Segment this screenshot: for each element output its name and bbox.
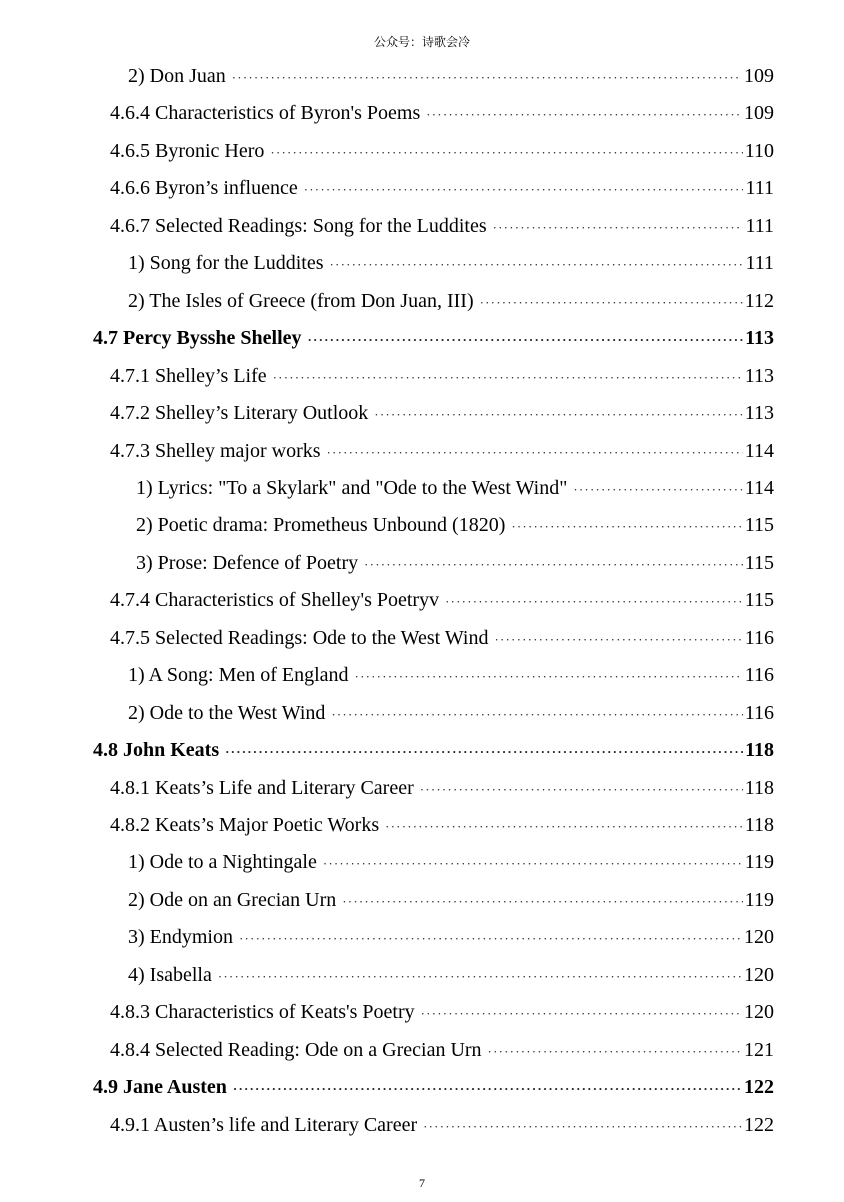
toc-section-entry[interactable] (93, 736, 774, 764)
toc-leader-dots (480, 289, 743, 317)
toc-leader-dots (270, 139, 742, 167)
toc-leader-dots (355, 663, 743, 691)
toc-entry-title: 2) Don Juan (128, 65, 226, 87)
toc-entry-page: 115 (744, 589, 774, 612)
toc-entry-page: 115 (744, 551, 774, 574)
toc-leader-dots (239, 925, 742, 953)
toc-entry-title: 4.9.1 Austen’s life and Literary Career (110, 1113, 418, 1136)
toc-entry[interactable] (128, 848, 774, 876)
toc-leader-dots (218, 963, 742, 991)
toc-entry[interactable] (110, 137, 774, 165)
toc-entry-page: 113 (745, 327, 774, 350)
toc-entry-title: 2) The Isles of Greece (from Don Juan, III) (128, 289, 474, 312)
toc-entry-title: 2) Ode to the West Wind (128, 701, 326, 724)
toc-entry-title: 4.7.4 Characteristics of Shelley's Poetryv (110, 589, 440, 612)
toc-entry-page: 111 (745, 177, 774, 200)
toc-entry[interactable] (128, 886, 774, 914)
toc-leader-dots (331, 701, 742, 729)
toc-entry-page: 116 (744, 701, 774, 724)
toc-entry-page: 111 (745, 252, 774, 275)
toc-leader-dots (573, 476, 742, 504)
toc-entry[interactable] (128, 961, 774, 989)
toc-entry-title: 3) Endymion (128, 926, 233, 949)
toc-entry[interactable] (128, 699, 774, 727)
toc-entry-title: 1) Ode to a Nightingale (128, 851, 317, 874)
toc-entry[interactable] (110, 174, 774, 202)
toc-entry[interactable] (110, 99, 774, 127)
toc-entry-page: 120 (744, 963, 774, 986)
toc-leader-dots (233, 1075, 742, 1103)
toc-entry-title: 3) Prose: Defence of Poetry (136, 551, 359, 574)
toc-entry-page: 109 (744, 102, 774, 125)
toc-entry-page: 114 (744, 476, 774, 499)
toc-entry-page: 118 (744, 814, 774, 836)
toc-entry-page: 121 (744, 1038, 774, 1061)
toc-entry[interactable] (110, 774, 774, 802)
toc-leader-dots (364, 551, 743, 579)
toc-entry-title: 4.8.3 Characteristics of Keats's Poetry (110, 1001, 415, 1024)
toc-entry[interactable] (128, 923, 774, 951)
toc-entry-page: 114 (744, 439, 774, 462)
toc-leader-dots (493, 214, 744, 242)
toc-entry-title: 4.8.2 Keats’s Major Poetic Works (110, 814, 380, 836)
toc-leader-dots (304, 176, 744, 204)
toc-entry-page: 109 (744, 65, 774, 87)
toc-entry[interactable] (110, 399, 774, 427)
toc-entry-title: 4.8 John Keats (93, 739, 220, 762)
toc-entry-page: 119 (744, 888, 774, 911)
toc-entry-title: 1) Song for the Luddites (128, 252, 324, 275)
toc-entry-title: 1) A Song: Men of England (128, 664, 349, 687)
toc-entry-page: 116 (744, 626, 774, 649)
toc-entry[interactable] (110, 212, 774, 240)
toc-entry[interactable] (128, 62, 774, 90)
toc-entry-page: 118 (744, 776, 774, 799)
toc-entry-title: 4.7.2 Shelley’s Literary Outlook (110, 402, 369, 425)
toc-leader-dots (423, 1113, 742, 1141)
toc-entry[interactable] (110, 624, 774, 652)
toc-entry[interactable] (110, 1111, 774, 1139)
page-header: 公众号：诗歌会冷 (373, 35, 470, 49)
toc-leader-dots (494, 626, 742, 654)
toc-leader-dots (273, 364, 743, 392)
toc-entry[interactable] (128, 249, 774, 277)
toc-leader-dots (323, 850, 743, 878)
toc-leader-dots (330, 251, 744, 279)
toc-leader-dots (445, 588, 743, 616)
toc-entry-title: 4.7.3 Shelley major works (110, 439, 321, 462)
toc-leader-dots (385, 813, 743, 841)
toc-entry-title: 4.7.1 Shelley’s Life (110, 364, 267, 387)
toc-entry-page: 122 (744, 1113, 774, 1136)
toc-entry-page: 113 (744, 364, 774, 387)
toc-entry-page: 116 (744, 664, 774, 687)
toc-entry[interactable] (136, 549, 774, 577)
toc-entry-title: 2) Poetic drama: Prometheus Unbound (1820) (136, 514, 506, 537)
toc-entry-title: 1) Lyrics: "To a Skylark" and "Ode to the West Wind" (136, 476, 568, 499)
toc-entry-page: 118 (745, 739, 774, 762)
toc-entry-title: 4.6.4 Characteristics of Byron's Poems (110, 102, 421, 125)
page-number: 7 (419, 1176, 425, 1190)
toc-leader-dots (511, 513, 742, 541)
toc-entry[interactable] (110, 1036, 774, 1064)
toc-entry-page: 113 (744, 402, 774, 425)
toc-entry-title: 4.7.5 Selected Readings: Ode to the West Wind (110, 626, 489, 649)
toc-entry-title: 4.7 Percy Bysshe Shelley (93, 327, 302, 350)
toc-entry[interactable] (110, 998, 774, 1026)
toc-entry-title: 2) Ode on an Grecian Urn (128, 888, 337, 911)
toc-entry-page: 112 (744, 289, 774, 312)
toc-section-entry[interactable] (93, 1073, 774, 1101)
toc-section-entry[interactable] (93, 324, 774, 352)
toc-entry-page: 120 (744, 926, 774, 949)
toc-entry-title: 4.8.1 Keats’s Life and Literary Career (110, 776, 414, 799)
toc-entry-title: 4.6.7 Selected Readings: Song for the Luddites (110, 214, 487, 237)
toc-entry[interactable] (110, 362, 774, 390)
toc-entry[interactable] (128, 287, 774, 315)
toc-entry[interactable] (110, 811, 774, 839)
toc-entry-page: 122 (744, 1076, 774, 1099)
toc-leader-dots (488, 1038, 742, 1066)
toc-leader-dots (374, 401, 742, 429)
toc-entry[interactable] (128, 661, 774, 689)
toc-entry-page: 110 (744, 139, 774, 162)
toc-leader-dots (225, 738, 743, 766)
toc-leader-dots (420, 776, 743, 804)
toc-entry[interactable] (110, 586, 774, 614)
toc-entry[interactable] (110, 437, 774, 465)
toc-entry-title: 4.9 Jane Austen (93, 1076, 227, 1099)
toc-leader-dots (342, 888, 742, 916)
toc-entry-title: 4) Isabella (128, 963, 212, 986)
toc-entry[interactable] (136, 511, 774, 539)
toc-entry-title: 4.6.6 Byron’s influence (110, 177, 298, 200)
toc-leader-dots (232, 64, 742, 92)
toc-entry-page: 119 (744, 851, 774, 874)
toc-leader-dots (308, 326, 744, 354)
toc-entry[interactable] (136, 474, 774, 502)
toc-leader-dots (327, 439, 743, 467)
toc-leader-dots (421, 1000, 742, 1028)
toc-entry-title: 4.8.4 Selected Reading: Ode on a Grecian Urn (110, 1038, 482, 1061)
toc-entry-page: 120 (744, 1001, 774, 1024)
toc-leader-dots (426, 101, 742, 129)
toc-entry-page: 115 (744, 514, 774, 537)
toc-entry-title: 4.6.5 Byronic Hero (110, 139, 265, 162)
toc-entry-page: 111 (745, 214, 774, 237)
